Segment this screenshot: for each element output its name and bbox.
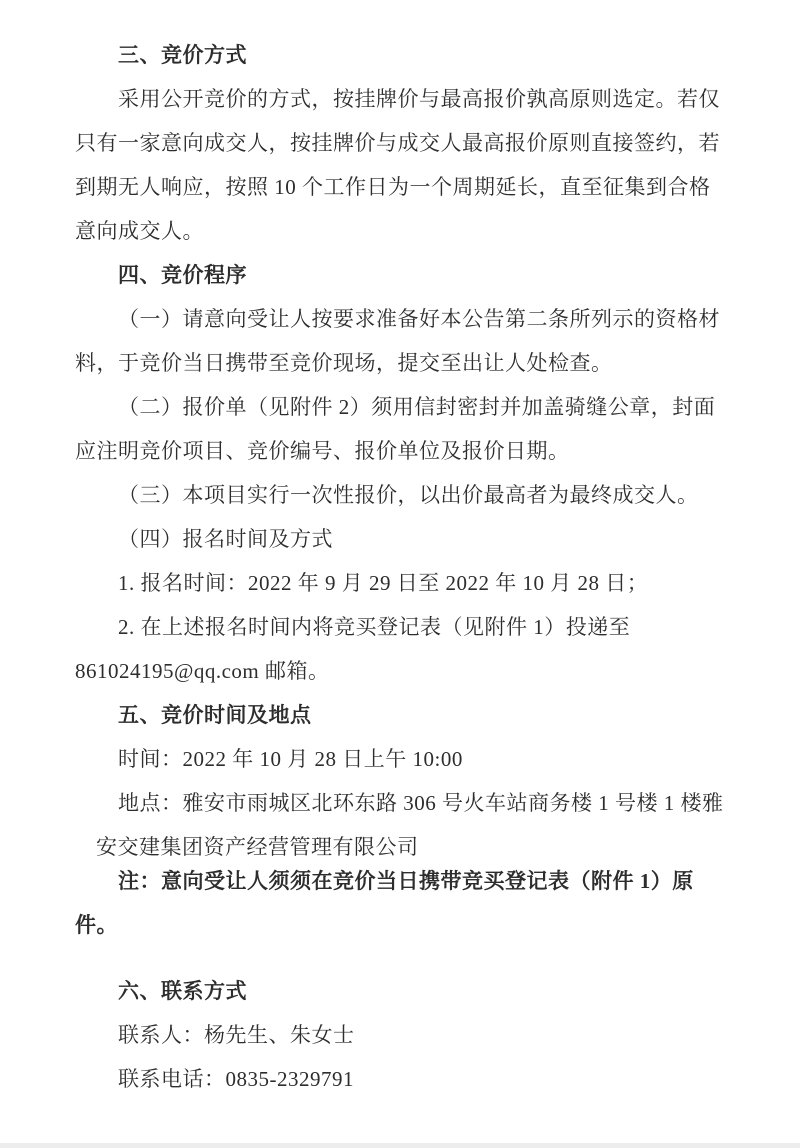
doc-line: （二）报价单（见附件 2）须用信封密封并加盖骑缝公章，封面 bbox=[118, 395, 716, 419]
registration-time-line: 1. 报名时间：2022 年 9 月 29 日至 2022 年 10 月 28 日； bbox=[118, 571, 649, 595]
contact-person-line: 联系人：杨先生、朱女士 bbox=[118, 1023, 355, 1047]
doc-line: 意向成交人。 bbox=[75, 219, 204, 243]
doc-line: 采用公开竞价的方式，按挂牌价与最高报价孰高原则选定。若仅 bbox=[118, 87, 720, 111]
section-heading-bidding-method: 三、竞价方式 bbox=[118, 43, 247, 67]
page-bottom-edge bbox=[0, 1143, 800, 1148]
bidding-time-line: 时间：2022 年 10 月 28 日上午 10:00 bbox=[118, 747, 463, 771]
email-line: 861024195@qq.com 邮箱。 bbox=[75, 659, 330, 683]
section-heading-contact: 六、联系方式 bbox=[118, 979, 247, 1003]
contact-phone-line: 联系电话：0835-2329791 bbox=[118, 1067, 354, 1091]
doc-line: （三）本项目实行一次性报价，以出价最高者为最终成交人。 bbox=[118, 483, 699, 507]
section-heading-time-place: 五、竞价时间及地点 bbox=[118, 703, 312, 727]
doc-line: 应注明竞价项目、竞价编号、报价单位及报价日期。 bbox=[75, 439, 570, 463]
doc-line: 只有一家意向成交人，按挂牌价与成交人最高报价原则直接签约，若 bbox=[75, 131, 720, 155]
doc-line: （一）请意向受让人按要求准备好本公告第二条所列示的资格材 bbox=[118, 307, 720, 331]
doc-line: 料，于竞价当日携带至竞价现场，提交至出让人处检查。 bbox=[75, 351, 613, 375]
bidding-place-line: 地点：雅安市雨城区北环东路 306 号火车站商务楼 1 号楼 1 楼雅 bbox=[118, 791, 724, 815]
note-line: 注：意向受让人须须在竞价当日携带竞买登记表（附件 1）原 bbox=[118, 869, 694, 893]
doc-line: 2. 在上述报名时间内将竞买登记表（见附件 1）投递至 bbox=[118, 615, 631, 639]
note-line-2: 件。 bbox=[75, 913, 118, 937]
doc-line: 到期无人响应，按照 10 个工作日为一个周期延长，直至征集到合格 bbox=[75, 175, 711, 199]
section-heading-bidding-procedure: 四、竞价程序 bbox=[118, 263, 247, 287]
bidding-place-line-2: 安交建集团资产经营管理有限公司 bbox=[96, 835, 419, 859]
doc-line: （四）报名时间及方式 bbox=[118, 527, 333, 551]
